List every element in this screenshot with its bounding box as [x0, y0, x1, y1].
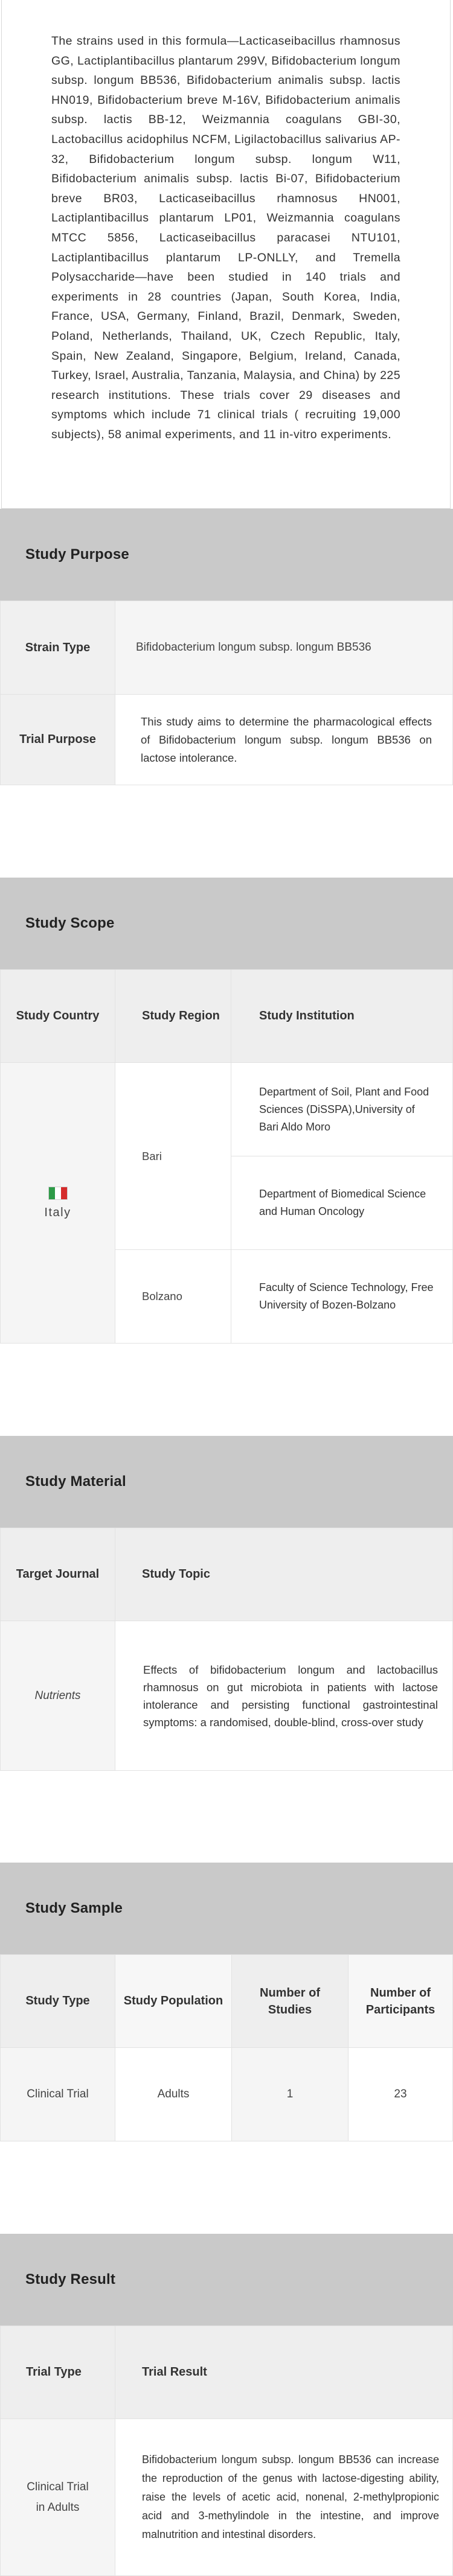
journal-name: Nutrients	[1, 1621, 115, 1771]
section-title-study-scope: Study Scope	[0, 878, 453, 969]
header-study-country: Study Country	[1, 970, 115, 1063]
section-title-study-material: Study Material	[0, 1436, 453, 1528]
sample-study-type: Clinical Trial	[1, 2048, 115, 2141]
country-name: Italy	[44, 1205, 71, 1219]
study-scope-table	[0, 969, 453, 1344]
header-study-region: Study Region	[115, 970, 231, 1063]
header-number-of-participants: Number of Participants	[349, 1955, 453, 2048]
region-bari: Bari	[115, 1063, 231, 1250]
sample-study-population: Adults	[115, 2048, 232, 2141]
study-topic-text: Effects of bifidobacterium longum and lactobacillus rhamnosus on gut microbiota in patients with lactose intolerance and persisting functional gastrointestinal symptoms: a randomised, double-blind, cross-over study	[143, 1663, 438, 1729]
trial-purpose-value: This study aims to determine the pharmacological effects of Bifidobacterium longum subsp. longum BB536 on lactose intolerance.	[141, 715, 432, 764]
header-study-institution: Study Institution	[231, 970, 453, 1063]
sample-number-of-studies: 1	[232, 2048, 349, 2141]
study-result-table	[0, 2326, 453, 2576]
strain-type-value: Bifidobacterium longum subsp. longum BB536	[115, 601, 453, 695]
study-material-table	[0, 1528, 453, 1771]
header-target-journal: Target Journal	[1, 1528, 115, 1621]
intro-text: The strains used in this formula—Lacticaseibacillus rhamnosus GG, Lactiplantibacillus plantarum 299V, Bifidobacterium longum subsp. longum BB536, Bifidobacterium animalis subsp. lactis HN019, Bifidobacterium breve M-16V, Bifidobacterium animalis subsp. lactis BB-12, Weizmannia coagulans GBI-30, Lactobacillus acidophilus NCFM, Ligilactobacillus salivarius AP-32, Bifidobacterium longum subsp. longum W11, Bifidobacterium animalis subsp. lactis Bi-07, Bifidobacterium breve BR03, Lacticaseibacillus rhamnosus HN001, Lactiplantibacillus plantarum LP01, Weizmannia coagulans MTCC 5856, Lacticaseibacillus paracasei NTU101, Lactiplantibacillus plantarum LP-ONLLY, and Tremella Polysaccharide—have been studied in 140 trials and experiments in 28 countries (Japan, South Korea, India, France, USA, Germany, Finland, Brazil, Denmark, Sweden, Poland, Netherlands, Thailand, UK, Czech Republic, Italy, Spain, New Zealand, Singapore, Belgium, Ireland, Canada, Turkey, Israel, Australia, Tanzania, Malaysia, and China) by 225 research institutions. These trials cover 29 diseases and symptoms which include 71 clinical trials ( recruiting 19,000 subjects), 58 animal experiments, and 11 in-vitro experiments.	[1, 0, 451, 509]
header-number-of-studies: Number of Studies	[232, 1955, 349, 2048]
section-title-study-result: Study Result	[0, 2234, 453, 2326]
region-bolzano: Bolzano	[115, 1250, 231, 1344]
header-trial-result: Trial Result	[115, 2326, 453, 2419]
trial-purpose-label: Trial Purpose	[1, 695, 115, 785]
country-cell	[1, 1063, 115, 1344]
header-study-type: Study Type	[1, 1955, 115, 2048]
result-trial-type: Clinical Trial in Adults	[1, 2419, 115, 2576]
section-title-study-sample: Study Sample	[0, 1863, 453, 1954]
institution-item: Department of Biomedical Science and Human Oncology	[259, 1188, 426, 1217]
strain-type-label: Strain Type	[1, 601, 115, 695]
sample-number-of-participants: 23	[349, 2048, 453, 2141]
header-study-population: Study Population	[115, 1955, 232, 2048]
result-text: Bifidobacterium longum subsp. longum BB536 can increase the reproduction of the genus with lactose-digesting ability, raise the levels of acetic acid, nonenal, 2-methylpropionic acid and 3-methylindole in the intestine, and improve malnutrition and intestinal disorders.	[142, 2453, 439, 2540]
institution-item: Department of Soil, Plant and Food Sciences (DiSSPA),University of Bari Aldo Moro	[259, 1085, 429, 1133]
section-title-study-purpose: Study Purpose	[0, 509, 453, 601]
header-study-topic: Study Topic	[115, 1528, 453, 1621]
header-trial-type: Trial Type	[1, 2326, 115, 2419]
study-sample-table	[0, 1954, 453, 2141]
study-purpose-table	[0, 601, 453, 785]
italy-flag-icon	[48, 1187, 68, 1200]
institution-item: Faculty of Science Technology, Free University of Bozen-Bolzano	[259, 1281, 434, 1311]
